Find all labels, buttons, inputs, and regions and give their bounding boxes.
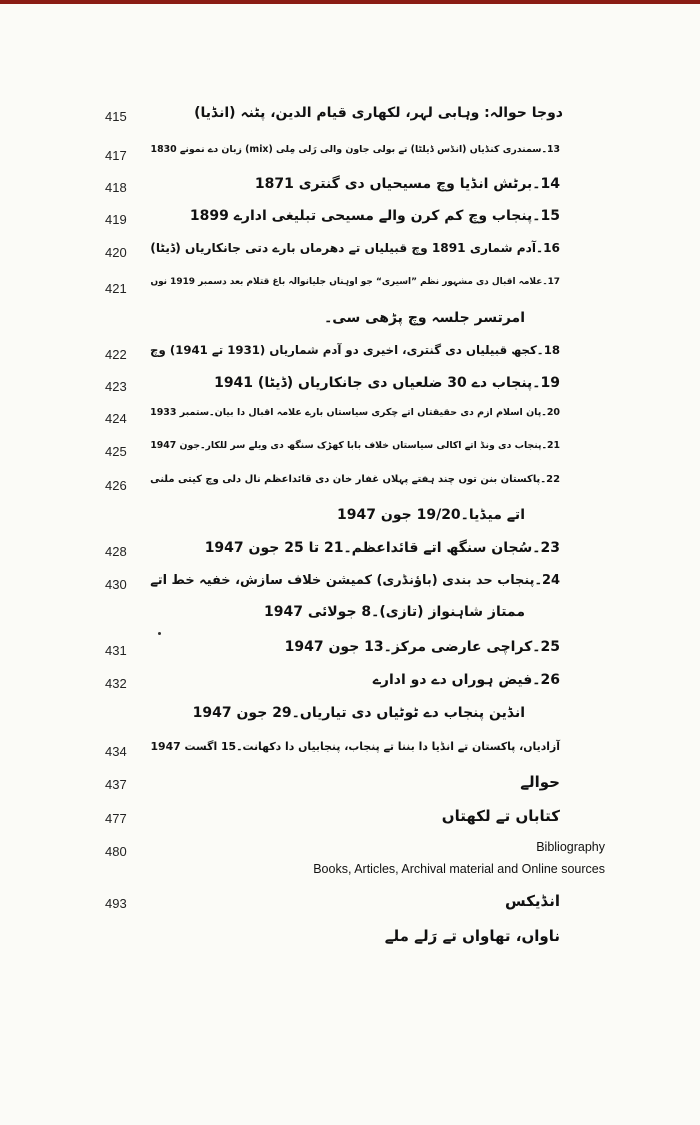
entry-title: 20۔پان اسلام ازم دی حقیقتاں اتے چکری سیاستاں بارے علامہ اقبال دا بیان۔ستمبر 1933 <box>150 407 560 418</box>
toc-entry <box>0 275 700 305</box>
page-number: 477 <box>105 811 127 826</box>
toc-entry <box>0 771 700 801</box>
toc-entry <box>0 341 700 371</box>
entry-title: 26۔فیض ہوراں دے دو ادارے <box>372 672 560 688</box>
page-number: 424 <box>105 411 127 426</box>
toc-entry <box>0 738 700 768</box>
toc-entry <box>0 637 700 667</box>
entry-title: انڈیکس <box>505 892 560 910</box>
entry-title: 16۔آدم شماری 1891 وچ قبیلیاں تے دھرماں بارے دتی جانکاریاں (ڈیٹا) <box>150 241 560 255</box>
toc-entry-continuation <box>0 925 700 955</box>
toc-entry <box>0 571 700 601</box>
page-number: 415 <box>105 109 127 124</box>
toc-entry-continuation <box>0 703 700 733</box>
entry-title: 25۔کراچی عارضی مرکز۔13 جون 1947 <box>284 639 560 655</box>
entry-title: انڈین پنجاب دے ٹوٹیاں دی تیاریاں۔29 جون 1947 <box>192 705 525 721</box>
entry-title: امرتسر جلسہ وچ پڑھی سی۔ <box>324 310 525 326</box>
entry-title: 19۔پنجاب دے 30 ضلعیاں دی جانکاریاں (ڈیٹا) 1941 <box>214 375 560 391</box>
toc-entry-continuation <box>0 505 700 535</box>
ink-speck <box>158 632 161 635</box>
entry-title: 13۔سمندری کنڈیاں (انڈس ڈیلٹا) تے بولی جاون والی رَلی مِلی (mix) زبان دے نمونے 1830 <box>150 144 560 155</box>
entry-title: 22۔پاکستان بنن توں چند ہفتے پہلاں غفار خان دی قائداعظم نال دلی وچ کیتی ملنی <box>150 474 560 485</box>
toc-entry <box>0 805 700 835</box>
toc-entry <box>0 670 700 700</box>
entry-title: اتے میڈیا۔19/20 جون 1947 <box>337 507 525 523</box>
page-number: 419 <box>105 212 127 227</box>
page-number: 430 <box>105 577 127 592</box>
toc-entry <box>0 405 700 435</box>
toc-entry-continuation <box>0 308 700 338</box>
toc-entry <box>0 206 700 236</box>
page-number: 432 <box>105 676 127 691</box>
entry-title: 14۔برٹش انڈیا وچ مسیحیاں دی گنتری 1871 <box>254 176 560 192</box>
page-number: 480 <box>105 844 127 859</box>
entry-title: 23۔سُجان سنگھ اتے قائداعظم۔21 تا 25 جون 1947 <box>204 540 560 556</box>
page-number: 420 <box>105 245 127 260</box>
entry-title: 24۔پنجاب حد بندی (باؤنڈری) کمیشن خلاف سازش، خفیہ خط اتے <box>150 573 560 588</box>
page-number: 428 <box>105 544 127 559</box>
page-number: 426 <box>105 478 127 493</box>
toc-entry <box>0 538 700 568</box>
entry-title: آزادیاں، پاکستان تے انڈیا دا بننا تے پنجاب، پنجابیاں دا دکھانت۔15 اگست 1947 <box>150 740 560 753</box>
page-number: 425 <box>105 444 127 459</box>
entry-title: 17۔علامہ اقبال دی مشہور نظم ”اسیری“ جو اوہناں جلیانوالہ باغ قتلام بعد دسمبر 1919 نوں <box>150 277 560 287</box>
entry-title: Bibliography <box>536 840 605 854</box>
toc-entry <box>0 174 700 204</box>
toc-entry <box>0 142 700 172</box>
page-number: 493 <box>105 896 127 911</box>
entry-title: ناواں، تھاواں تے رَلے ملے <box>384 927 560 945</box>
toc-entry <box>0 438 700 468</box>
entry-title: 21۔پنجاب دی ونڈ اتے اکالی سیاستاں خلاف بابا کھڑک سنگھ دی ویلے سر للکار۔جون 1947 <box>150 440 560 451</box>
entry-title: کتاباں تے لکھتاں <box>441 807 560 825</box>
page-number: 422 <box>105 347 127 362</box>
toc-entry <box>0 239 700 269</box>
page-number: 418 <box>105 180 127 195</box>
page-number: 421 <box>105 281 127 296</box>
page-number: 434 <box>105 744 127 759</box>
page-number: 417 <box>105 148 127 163</box>
toc-entry-continuation <box>0 860 700 890</box>
toc-entry <box>0 373 700 403</box>
toc-entry <box>0 103 700 133</box>
entry-title: دوجا حوالہ: وہابی لہر، لکھاری قیام الدین، پٹنہ (انڈیا) <box>194 105 563 121</box>
page-number: 431 <box>105 643 127 658</box>
page-number: 423 <box>105 379 127 394</box>
entry-title: 15۔پنجاب وچ کم کرن والے مسیحی تبلیغی ادارے 1899 <box>189 208 560 224</box>
entry-title: 18۔کجھ قبیلیاں دی گنتری، اخیری دو آدم شماریاں (1931 تے 1941) وچ <box>150 343 560 357</box>
entry-title: Books, Articles, Archival material and Online sources <box>313 862 605 876</box>
toc-entry <box>0 472 700 502</box>
entry-title: حوالے <box>520 773 560 791</box>
entry-title: ممتاز شاہنواز (تازی)۔8 جولائی 1947 <box>263 604 525 620</box>
page-number: 437 <box>105 777 127 792</box>
toc-entry <box>0 890 700 920</box>
toc-entry-continuation <box>0 602 700 632</box>
